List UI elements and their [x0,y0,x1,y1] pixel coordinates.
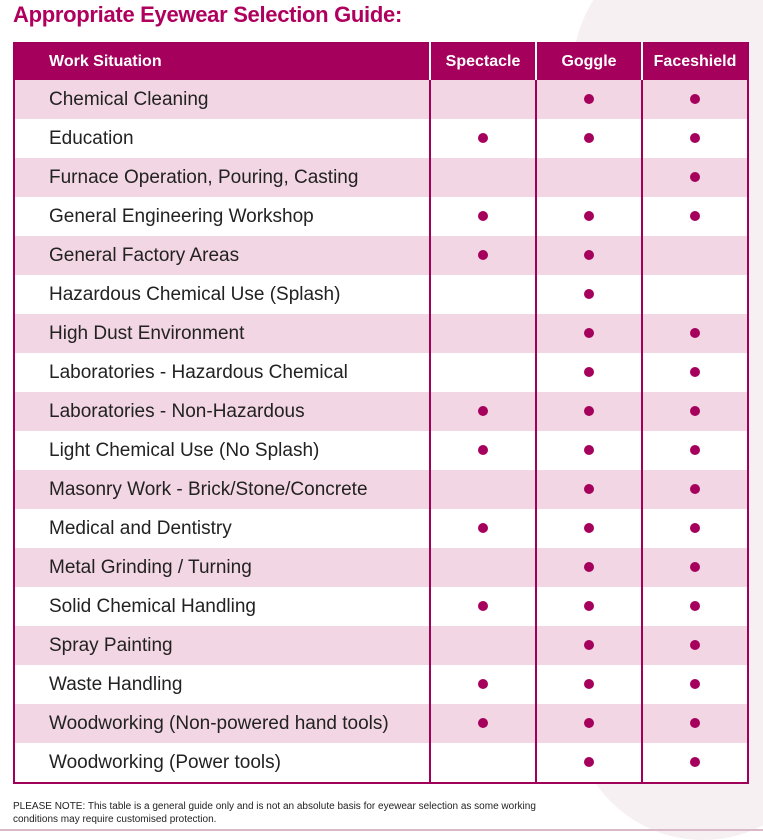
bullet-dot-icon [478,133,488,143]
faceshield-cell [642,587,748,626]
faceshield-cell [642,158,748,197]
bullet-dot-icon [690,640,700,650]
faceshield-cell [642,509,748,548]
work-situation-cell: Waste Handling [14,665,430,704]
page-title: Appropriate Eyewear Selection Guide: [13,2,402,27]
bullet-dot-icon [478,445,488,455]
bullet-dot-icon [690,562,700,572]
bullet-dot-icon [584,406,594,416]
table-row [14,431,748,470]
table-row [14,548,748,587]
table-header-row [14,43,748,80]
bullet-dot-icon [584,523,594,533]
table-row [14,626,748,665]
work-situation-cell: High Dust Environment [14,314,430,353]
table-row [14,197,748,236]
work-situation-cell: Laboratories - Hazardous Chemical [14,353,430,392]
spectacle-cell [430,197,536,236]
goggle-cell [536,587,642,626]
faceshield-cell [642,548,748,587]
spectacle-cell [430,509,536,548]
faceshield-cell [642,119,748,158]
bullet-dot-icon [478,250,488,260]
bullet-dot-icon [584,484,594,494]
goggle-cell [536,548,642,587]
eyewear-selection-table [13,42,749,784]
header-faceshield: Faceshield [642,43,748,80]
spectacle-cell [430,80,536,119]
work-situation-cell: General Factory Areas [14,236,430,275]
table-row [14,80,748,119]
goggle-cell [536,119,642,158]
goggle-cell [536,665,642,704]
spectacle-cell [430,743,536,783]
faceshield-cell [642,704,748,743]
table-row [14,665,748,704]
goggle-cell [536,431,642,470]
goggle-cell [536,704,642,743]
bullet-dot-icon [584,601,594,611]
bullet-dot-icon [690,445,700,455]
spectacle-cell [430,548,536,587]
faceshield-cell [642,392,748,431]
spectacle-cell [430,353,536,392]
table-body [14,80,748,783]
spectacle-cell [430,626,536,665]
bullet-dot-icon [690,757,700,767]
work-situation-cell: Woodworking (Non-powered hand tools) [14,704,430,743]
table-row [14,314,748,353]
bullet-dot-icon [584,718,594,728]
bullet-dot-icon [584,757,594,767]
goggle-cell [536,743,642,783]
table-row [14,587,748,626]
spectacle-cell [430,665,536,704]
bullet-dot-icon [690,484,700,494]
bullet-dot-icon [584,367,594,377]
table-row [14,119,748,158]
goggle-cell [536,80,642,119]
faceshield-cell [642,197,748,236]
table-row [14,704,748,743]
bullet-dot-icon [690,523,700,533]
spectacle-cell [430,392,536,431]
goggle-cell [536,158,642,197]
table-row [14,743,748,783]
spectacle-cell [430,431,536,470]
faceshield-cell [642,80,748,119]
faceshield-cell [642,743,748,783]
table-row [14,353,748,392]
bullet-dot-icon [584,328,594,338]
bullet-dot-icon [690,679,700,689]
work-situation-cell: Hazardous Chemical Use (Splash) [14,275,430,314]
spectacle-cell [430,314,536,353]
work-situation-cell: Furnace Operation, Pouring, Casting [14,158,430,197]
faceshield-cell [642,353,748,392]
bullet-dot-icon [478,406,488,416]
spectacle-cell [430,119,536,158]
table-row [14,158,748,197]
goggle-cell [536,314,642,353]
header-goggle: Goggle [536,43,642,80]
spectacle-cell [430,236,536,275]
bullet-dot-icon [690,718,700,728]
table-row [14,275,748,314]
work-situation-cell: Education [14,119,430,158]
bullet-dot-icon [584,133,594,143]
work-situation-cell: Medical and Dentistry [14,509,430,548]
faceshield-cell [642,431,748,470]
bullet-dot-icon [478,523,488,533]
bullet-dot-icon [584,562,594,572]
work-situation-cell: Woodworking (Power tools) [14,743,430,783]
bullet-dot-icon [690,172,700,182]
bullet-dot-icon [584,640,594,650]
bullet-dot-icon [690,601,700,611]
faceshield-cell [642,314,748,353]
work-situation-cell: Spray Painting [14,626,430,665]
bullet-dot-icon [584,211,594,221]
bullet-dot-icon [478,211,488,221]
table-row [14,236,748,275]
work-situation-cell: Chemical Cleaning [14,80,430,119]
spectacle-cell [430,275,536,314]
faceshield-cell [642,665,748,704]
bullet-dot-icon [584,289,594,299]
bullet-dot-icon [690,94,700,104]
bullet-dot-icon [690,406,700,416]
spectacle-cell [430,704,536,743]
faceshield-cell [642,236,748,275]
bullet-dot-icon [690,328,700,338]
bullet-dot-icon [584,445,594,455]
bullet-dot-icon [584,94,594,104]
table-row [14,392,748,431]
work-situation-cell: Light Chemical Use (No Splash) [14,431,430,470]
bullet-dot-icon [478,601,488,611]
goggle-cell [536,236,642,275]
faceshield-cell [642,470,748,509]
bullet-dot-icon [478,718,488,728]
work-situation-cell: Solid Chemical Handling [14,587,430,626]
work-situation-cell: General Engineering Workshop [14,197,430,236]
goggle-cell [536,626,642,665]
spectacle-cell [430,587,536,626]
goggle-cell [536,470,642,509]
work-situation-cell: Metal Grinding / Turning [14,548,430,587]
bullet-dot-icon [690,367,700,377]
bullet-dot-icon [690,133,700,143]
bullet-dot-icon [478,679,488,689]
disclaimer-note: PLEASE NOTE: This table is a general guide only and is not an absolute basis for eyewear selection as some working conditions may require customised protection. [13,801,536,825]
work-situation-cell: Masonry Work - Brick/Stone/Concrete [14,470,430,509]
spectacle-cell [430,158,536,197]
header-work-situation: Work Situation [14,43,430,80]
bullet-dot-icon [690,211,700,221]
bullet-dot-icon [584,250,594,260]
goggle-cell [536,509,642,548]
table-row [14,509,748,548]
header-spectacle: Spectacle [430,43,536,80]
work-situation-cell: Laboratories - Non-Hazardous [14,392,430,431]
goggle-cell [536,353,642,392]
goggle-cell [536,197,642,236]
spectacle-cell [430,470,536,509]
goggle-cell [536,392,642,431]
bullet-dot-icon [584,679,594,689]
table-row [14,470,748,509]
goggle-cell [536,275,642,314]
faceshield-cell [642,275,748,314]
faceshield-cell [642,626,748,665]
